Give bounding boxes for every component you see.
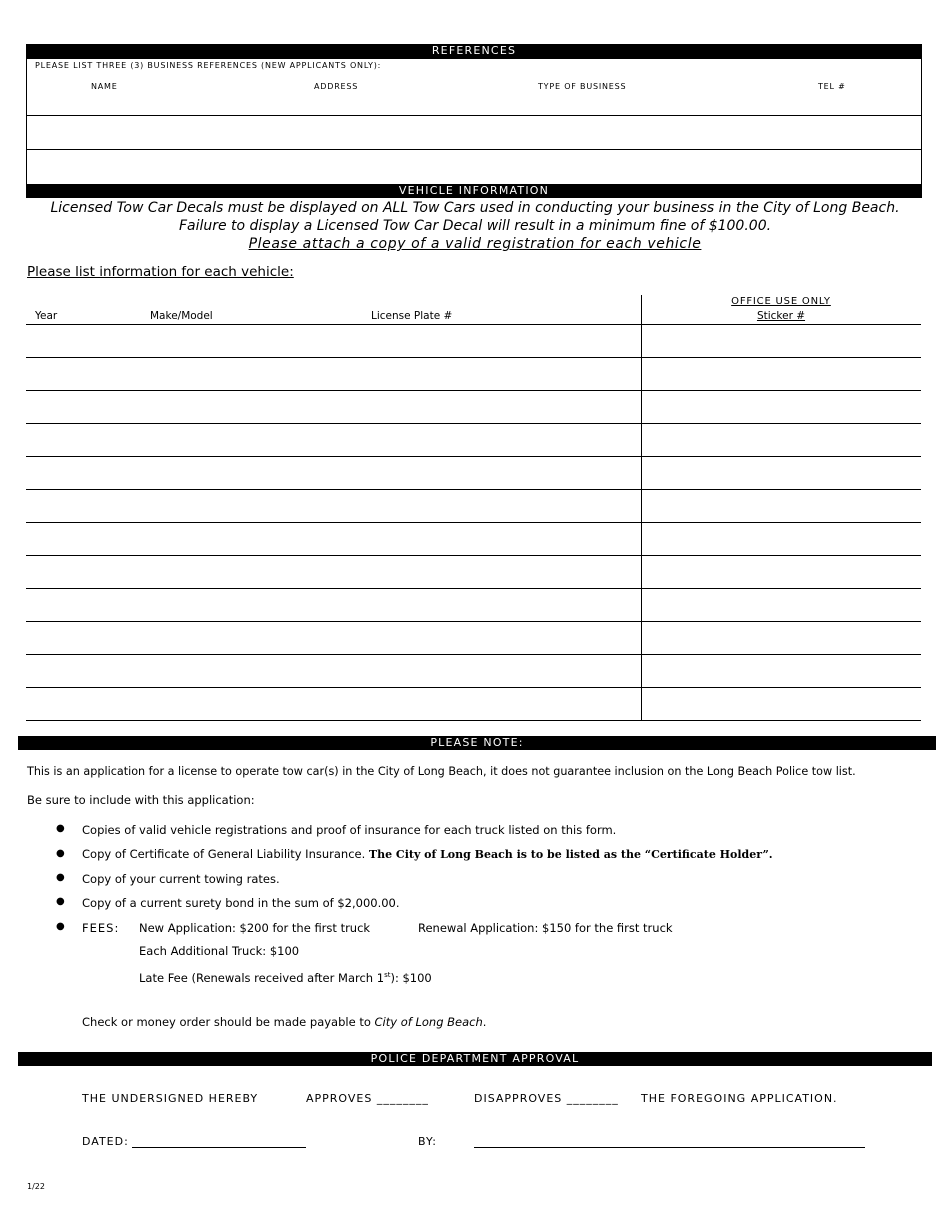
references-header: REFERENCES	[26, 44, 922, 58]
vehicle-entry-row[interactable]	[26, 424, 641, 456]
bullet-registrations: Copies of valid vehicle registrations and proof of insurance for each truck listed on this form.	[82, 823, 617, 837]
sticker-entry-cell[interactable]	[642, 325, 920, 357]
fees-label: FEES:	[82, 921, 120, 935]
fee-renewal-application: Renewal Application: $150 for the first truck	[418, 921, 673, 935]
vehicle-notice-line2: Failure to display a Licensed Tow Car Decal will result in a minimum fine of $100.00.	[178, 218, 772, 234]
vehicle-header: VEHICLE INFORMATION	[26, 184, 922, 198]
vehicle-entry-row[interactable]	[26, 622, 641, 654]
references-row-divider	[26, 115, 922, 116]
note-paragraph-2: Be sure to include with this application:	[27, 793, 255, 807]
sticker-entry-cell[interactable]	[642, 589, 920, 621]
approval-approves[interactable]: APPROVES ________	[306, 1092, 429, 1105]
dated-field[interactable]	[132, 1133, 306, 1148]
bullet-dot: ●	[56, 848, 65, 859]
fee-late	[139, 968, 432, 985]
bullet-dot: ●	[56, 872, 65, 883]
vehicle-col-make: Make/Model	[150, 310, 213, 322]
bullet-liability-text: Copy of Certificate of General Liability Insurance.	[82, 847, 366, 861]
sticker-entry-cell[interactable]	[642, 457, 920, 489]
references-table	[26, 58, 922, 186]
vehicle-entry-row[interactable]	[26, 490, 641, 522]
office-use-label: OFFICE USE ONLY	[731, 296, 831, 307]
vehicle-notice-line3: Please attach a copy of a valid registration for each vehicle	[248, 236, 702, 252]
references-row-divider	[26, 149, 922, 150]
signature-field[interactable]	[474, 1133, 865, 1148]
vehicle-row-line	[26, 720, 921, 721]
payable-text: Check or money order should be made payable to	[82, 1015, 375, 1029]
vehicle-col-plate: License Plate #	[371, 310, 453, 322]
vehicle-entry-row[interactable]	[26, 325, 641, 357]
note-header: PLEASE NOTE:	[18, 736, 936, 750]
vehicle-list-label: Please list information for each vehicle:	[27, 264, 294, 280]
fee-late-amount: ): $100	[390, 970, 432, 985]
by-label: BY:	[418, 1135, 437, 1148]
vehicle-notice-line1: Licensed Tow Car Decals must be displayed on ALL Tow Cars used in conducting your business in the City of Long Beach.	[50, 200, 900, 216]
sticker-entry-cell[interactable]	[642, 688, 920, 720]
bullet-dot: ●	[56, 896, 65, 907]
vehicle-entry-row[interactable]	[26, 655, 641, 687]
sticker-entry-cell[interactable]	[642, 424, 920, 456]
approval-undersigned: THE UNDERSIGNED HEREBY	[82, 1092, 259, 1105]
payable-note	[82, 1015, 486, 1029]
ref-col-type: TYPE OF BUSINESS	[538, 82, 627, 91]
vehicle-entry-row[interactable]	[26, 358, 641, 390]
ref-col-name: NAME	[91, 82, 118, 91]
bullet-dot: ●	[56, 921, 65, 932]
sticker-entry-cell[interactable]	[642, 556, 920, 588]
sticker-entry-cell[interactable]	[642, 490, 920, 522]
form-version: 1/22	[27, 1182, 45, 1191]
dated-label: DATED:	[82, 1135, 129, 1148]
fee-additional-truck: Each Additional Truck: $100	[139, 944, 300, 958]
certificate-holder-note: The City of Long Beach is to be listed as the “Certificate Holder”.	[368, 848, 773, 861]
vehicle-col-year: Year	[35, 310, 58, 322]
sticker-entry-cell[interactable]	[642, 523, 920, 555]
vehicle-entry-row[interactable]	[26, 589, 641, 621]
fee-late-sup: st	[384, 971, 391, 979]
bullet-dot: ●	[56, 823, 65, 834]
fee-late-text: Late Fee (Renewals received after March 1	[139, 970, 385, 985]
ref-col-address: ADDRESS	[314, 82, 359, 91]
bullet-surety-bond: Copy of a current surety bond in the sum of $2,000.00.	[82, 896, 400, 910]
ref-col-tel: TEL #	[818, 82, 846, 91]
fee-new-application: New Application: $200 for the first truck	[139, 921, 371, 935]
bullet-liability-insurance	[82, 847, 773, 862]
vehicle-entry-row[interactable]	[26, 556, 641, 588]
payable-period: .	[482, 1015, 487, 1029]
sticker-entry-cell[interactable]	[642, 622, 920, 654]
bullet-towing-rates: Copy of your current towing rates.	[82, 872, 280, 886]
vehicle-entry-row[interactable]	[26, 523, 641, 555]
payable-city: City of Long Beach	[374, 1015, 483, 1029]
note-paragraph-1: This is an application for a license to operate tow car(s) in the City of Long Beach, it does not guarantee inclusion on the Long Beach Police tow list.	[27, 765, 856, 778]
sticker-entry-cell[interactable]	[642, 391, 920, 423]
approval-foregoing: THE FOREGOING APPLICATION.	[641, 1092, 838, 1105]
sticker-entry-cell[interactable]	[642, 655, 920, 687]
vehicle-entry-row[interactable]	[26, 457, 641, 489]
approval-header: POLICE DEPARTMENT APPROVAL	[18, 1052, 932, 1066]
vehicle-entry-row[interactable]	[26, 391, 641, 423]
references-instruction: PLEASE LIST THREE (3) BUSINESS REFERENCES (NEW APPLICANTS ONLY):	[35, 61, 382, 70]
approval-disapproves[interactable]: DISAPPROVES ________	[474, 1092, 619, 1105]
sticker-entry-cell[interactable]	[642, 358, 920, 390]
sticker-label: Sticker #	[756, 310, 806, 322]
vehicle-entry-row[interactable]	[26, 688, 641, 720]
